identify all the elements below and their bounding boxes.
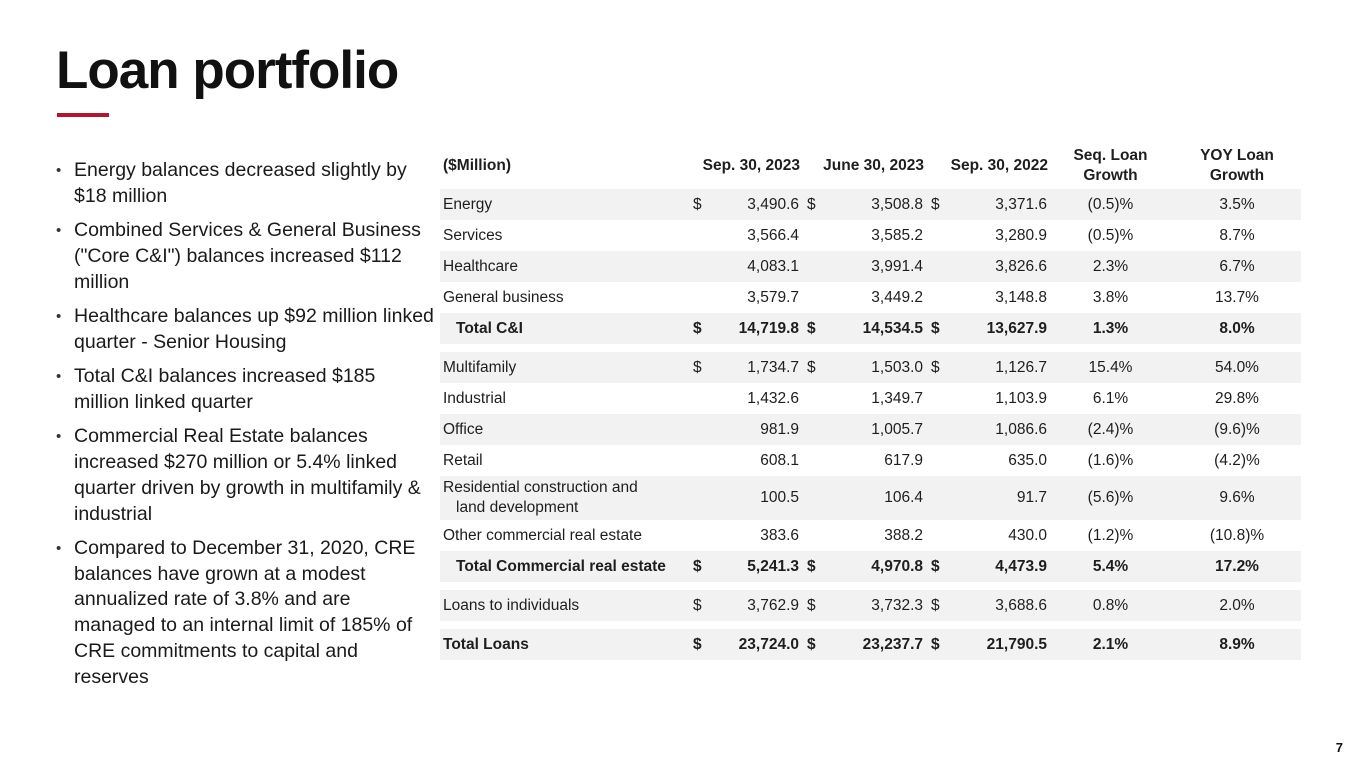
row-label: Retail [440, 445, 686, 476]
value-jun-2023: 3,585.2 [820, 220, 924, 251]
table-spacer [440, 344, 1301, 352]
table-row [440, 352, 1301, 383]
bullet-text: Combined Services & General Business ("Core C&I") balances increased $112 million [74, 219, 421, 293]
currency-symbol: $ [686, 352, 706, 383]
currency-symbol: $ [800, 551, 820, 582]
header-label: ($Million) [443, 157, 512, 174]
currency-symbol [924, 383, 944, 414]
currency-symbol: $ [686, 313, 706, 344]
yoy-growth: 54.0% [1173, 352, 1301, 383]
bullet-item [56, 304, 436, 356]
table-row [440, 590, 1301, 621]
value-sep-2023: 100.5 [706, 476, 800, 520]
yoy-growth: 3.5% [1173, 189, 1301, 220]
currency-symbol: $ [800, 189, 820, 220]
row-label: Healthcare [440, 251, 686, 282]
header-yoy-growth: YOY Loan Growth [1200, 147, 1274, 184]
value-sep-2022: 3,688.6 [944, 590, 1048, 621]
bullet-text: Total C&I balances increased $185 million linked quarter [74, 365, 376, 413]
bullet-text: Commercial Real Estate balances increased $270 million or 5.4% linked quarter driven by growth in multifamily & industrial [74, 425, 421, 525]
table-total-row [440, 313, 1301, 344]
currency-symbol [924, 520, 944, 551]
currency-symbol: $ [800, 590, 820, 621]
table-row [440, 189, 1301, 220]
title-accent-rule [57, 113, 109, 117]
row-label: Services [440, 220, 686, 251]
seq-growth: 0.8% [1048, 590, 1173, 621]
seq-growth: 15.4% [1048, 352, 1173, 383]
bullet-marker: • [56, 539, 62, 557]
bullet-marker: • [56, 307, 62, 325]
seq-growth: (2.4)% [1048, 414, 1173, 445]
value-sep-2022: 635.0 [944, 445, 1048, 476]
currency-symbol [686, 220, 706, 251]
currency-symbol [924, 251, 944, 282]
row-label: Multifamily [440, 352, 686, 383]
table-row [440, 476, 1301, 520]
table-row [440, 414, 1301, 445]
value-jun-2023: 388.2 [820, 520, 924, 551]
table-row [440, 520, 1301, 551]
value-sep-2023: 23,724.0 [706, 629, 800, 660]
yoy-growth: 8.0% [1173, 313, 1301, 344]
seq-growth: 2.1% [1048, 629, 1173, 660]
table-row [440, 282, 1301, 313]
bullet-item [56, 536, 436, 691]
value-sep-2022: 91.7 [944, 476, 1048, 520]
table-spacer [440, 621, 1301, 629]
row-label: Total C&I [440, 313, 686, 344]
value-sep-2023: 383.6 [706, 520, 800, 551]
row-label: Total Commercial real estate [440, 551, 686, 582]
currency-symbol: $ [924, 629, 944, 660]
currency-symbol [924, 220, 944, 251]
currency-symbol [686, 445, 706, 476]
value-jun-2023: 3,732.3 [820, 590, 924, 621]
row-label: Other commercial real estate [440, 520, 686, 551]
yoy-growth: 8.9% [1173, 629, 1301, 660]
value-sep-2022: 3,826.6 [944, 251, 1048, 282]
currency-symbol: $ [686, 629, 706, 660]
row-label: Residential construction and land development [440, 476, 686, 520]
value-sep-2022: 13,627.9 [944, 313, 1048, 344]
currency-symbol [686, 476, 706, 520]
currency-symbol: $ [924, 189, 944, 220]
bullet-text: Energy balances decreased slightly by $18 million [74, 159, 407, 207]
bullet-list [56, 158, 436, 699]
value-sep-2022: 3,371.6 [944, 189, 1048, 220]
currency-symbol [924, 282, 944, 313]
currency-symbol [924, 414, 944, 445]
seq-growth: (1.6)% [1048, 445, 1173, 476]
bullet-text: Compared to December 31, 2020, CRE balances have grown at a modest annualized rate of 3.8% and are managed to an internal limit of 185% of CRE commitments to capital and reserves [74, 536, 416, 688]
value-jun-2023: 3,508.8 [820, 189, 924, 220]
currency-symbol [686, 251, 706, 282]
seq-growth: 3.8% [1048, 282, 1173, 313]
seq-growth: (5.6)% [1048, 476, 1173, 520]
value-sep-2022: 3,280.9 [944, 220, 1048, 251]
bullet-marker: • [56, 368, 62, 386]
yoy-growth: 2.0% [1173, 590, 1301, 621]
row-label: Total Loans [440, 629, 686, 660]
value-sep-2023: 14,719.8 [706, 313, 800, 344]
value-sep-2022: 3,148.8 [944, 282, 1048, 313]
currency-symbol [800, 520, 820, 551]
yoy-growth: 8.7% [1173, 220, 1301, 251]
value-sep-2023: 1,734.7 [706, 352, 800, 383]
currency-symbol: $ [686, 551, 706, 582]
value-jun-2023: 1,503.0 [820, 352, 924, 383]
currency-symbol: $ [924, 551, 944, 582]
value-sep-2023: 5,241.3 [706, 551, 800, 582]
seq-growth: 6.1% [1048, 383, 1173, 414]
value-sep-2023: 3,762.9 [706, 590, 800, 621]
value-sep-2022: 1,126.7 [944, 352, 1048, 383]
header-sep-2022: Sep. 30, 2022 [950, 157, 1048, 174]
bullet-item [56, 424, 436, 527]
row-label: Energy [440, 189, 686, 220]
value-jun-2023: 106.4 [820, 476, 924, 520]
bullet-item [56, 158, 436, 210]
row-label: Loans to individuals [440, 590, 686, 621]
table-header-row [440, 143, 1301, 189]
currency-symbol [686, 520, 706, 551]
yoy-growth: 17.2% [1173, 551, 1301, 582]
currency-symbol: $ [686, 590, 706, 621]
value-sep-2023: 3,566.4 [706, 220, 800, 251]
seq-growth: 2.3% [1048, 251, 1173, 282]
currency-symbol [686, 414, 706, 445]
value-sep-2022: 1,086.6 [944, 414, 1048, 445]
bullet-marker: • [56, 428, 62, 446]
table-spacer [440, 582, 1301, 590]
header-seq-growth: Seq. Loan Growth [1073, 147, 1148, 184]
yoy-growth: (9.6)% [1173, 414, 1301, 445]
value-sep-2022: 21,790.5 [944, 629, 1048, 660]
currency-symbol [800, 282, 820, 313]
value-jun-2023: 14,534.5 [820, 313, 924, 344]
value-jun-2023: 1,349.7 [820, 383, 924, 414]
value-sep-2023: 981.9 [706, 414, 800, 445]
bullet-item [56, 218, 436, 295]
seq-growth: (0.5)% [1048, 189, 1173, 220]
table-total-row [440, 551, 1301, 582]
currency-symbol [800, 476, 820, 520]
currency-symbol: $ [924, 313, 944, 344]
yoy-growth: (10.8)% [1173, 520, 1301, 551]
yoy-growth: 9.6% [1173, 476, 1301, 520]
currency-symbol [924, 445, 944, 476]
value-jun-2023: 23,237.7 [820, 629, 924, 660]
bullet-item [56, 364, 436, 416]
value-sep-2023: 1,432.6 [706, 383, 800, 414]
value-jun-2023: 3,991.4 [820, 251, 924, 282]
yoy-growth: 6.7% [1173, 251, 1301, 282]
currency-symbol [686, 282, 706, 313]
currency-symbol: $ [800, 629, 820, 660]
header-sep-2023: Sep. 30, 2023 [702, 157, 800, 174]
seq-growth: 5.4% [1048, 551, 1173, 582]
value-jun-2023: 3,449.2 [820, 282, 924, 313]
currency-symbol [800, 251, 820, 282]
currency-symbol: $ [924, 352, 944, 383]
value-sep-2023: 608.1 [706, 445, 800, 476]
value-sep-2023: 4,083.1 [706, 251, 800, 282]
row-label: Office [440, 414, 686, 445]
value-jun-2023: 4,970.8 [820, 551, 924, 582]
currency-symbol: $ [686, 189, 706, 220]
value-sep-2022: 430.0 [944, 520, 1048, 551]
currency-symbol [686, 383, 706, 414]
value-sep-2023: 3,490.6 [706, 189, 800, 220]
table-row [440, 445, 1301, 476]
value-sep-2022: 4,473.9 [944, 551, 1048, 582]
seq-growth: (0.5)% [1048, 220, 1173, 251]
table-grand-total-row [440, 629, 1301, 660]
currency-symbol [800, 445, 820, 476]
currency-symbol [924, 476, 944, 520]
yoy-growth: (4.2)% [1173, 445, 1301, 476]
table-row [440, 220, 1301, 251]
currency-symbol: $ [924, 590, 944, 621]
table-row [440, 251, 1301, 282]
yoy-growth: 29.8% [1173, 383, 1301, 414]
loan-portfolio-table [440, 143, 1301, 660]
value-sep-2023: 3,579.7 [706, 282, 800, 313]
page-title: Loan portfolio [56, 41, 399, 100]
currency-symbol: $ [800, 313, 820, 344]
seq-growth: (1.2)% [1048, 520, 1173, 551]
currency-symbol [800, 220, 820, 251]
value-sep-2022: 1,103.9 [944, 383, 1048, 414]
value-jun-2023: 1,005.7 [820, 414, 924, 445]
bullet-marker: • [56, 222, 62, 240]
table-row [440, 383, 1301, 414]
bullet-marker: • [56, 162, 62, 179]
currency-symbol [800, 383, 820, 414]
page-number: 7 [1335, 740, 1343, 755]
row-label: General business [440, 282, 686, 313]
bullet-text: Healthcare balances up $92 million linked quarter - Senior Housing [74, 304, 434, 353]
currency-symbol: $ [800, 352, 820, 383]
currency-symbol [800, 414, 820, 445]
seq-growth: 1.3% [1048, 313, 1173, 344]
header-jun-2023: June 30, 2023 [823, 157, 924, 174]
yoy-growth: 13.7% [1173, 282, 1301, 313]
value-jun-2023: 617.9 [820, 445, 924, 476]
row-label: Industrial [440, 383, 686, 414]
